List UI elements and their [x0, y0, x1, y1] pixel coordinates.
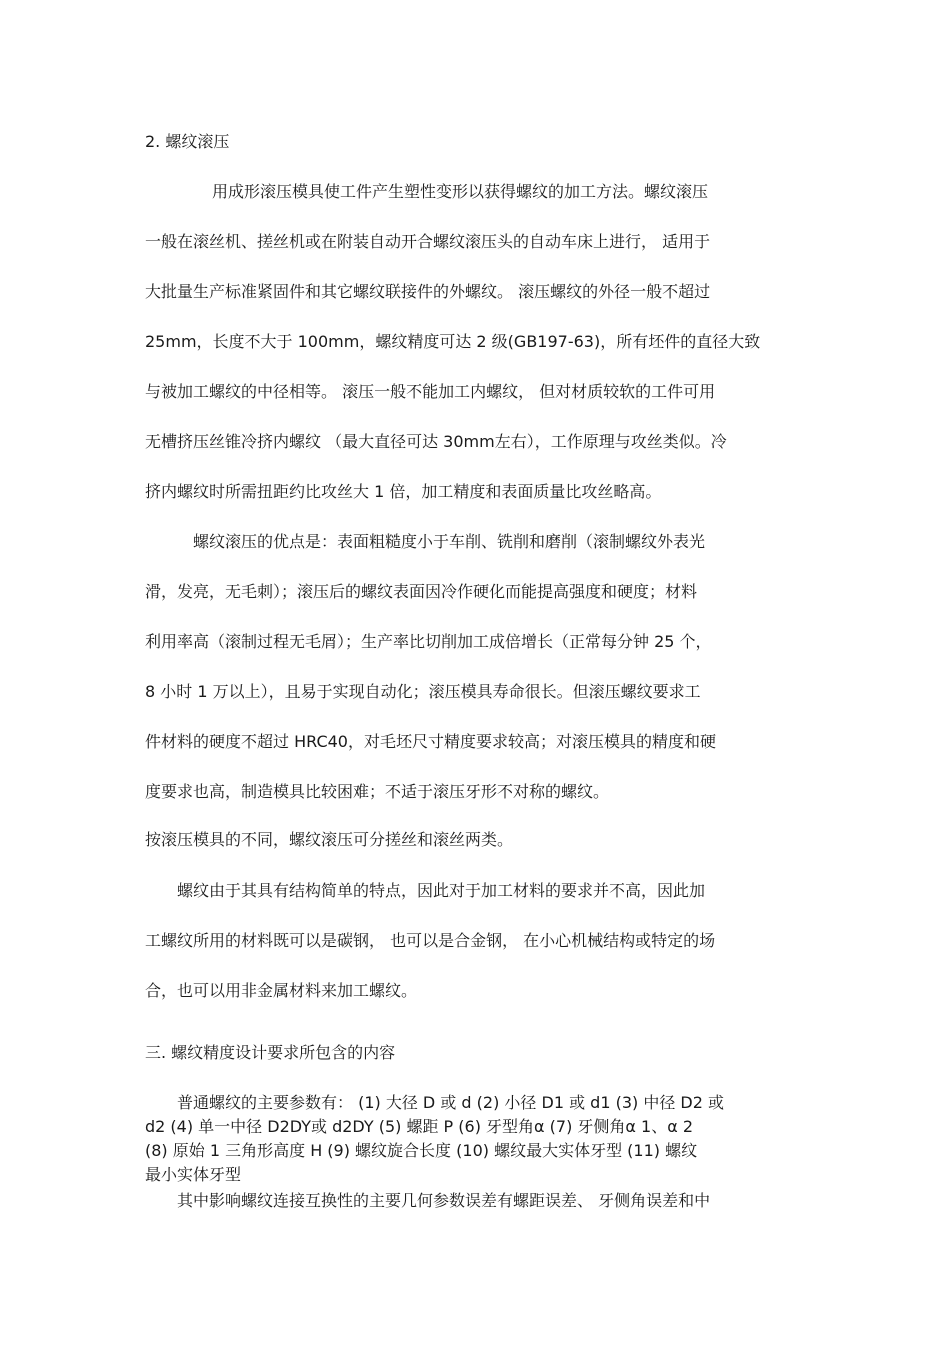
paragraph-line: 螺纹由于其具有结构简单的特点，因此对于加工材料的要求并不高，因此加 — [177, 881, 706, 900]
paragraph-line: 工螺纹所用的材料既可以是碳钢， 也可以是合金钢， 在小心机械结构或特定的场 — [145, 931, 716, 950]
paragraph-line: 按滚压模具的不同，螺纹滚压可分搓丝和滚丝两类。 — [145, 830, 514, 849]
paragraph-line: 用成形滚压模具使工件产生塑性变形以获得螺纹的加工方法。螺纹滚压 — [212, 182, 709, 201]
paragraph-line: 大批量生产标准紧固件和其它螺纹联接件的外螺纹。 滚压螺纹的外径一般不超过 — [145, 282, 711, 301]
paragraph-line: 合，也可以用非金属材料来加工螺纹。 — [145, 981, 418, 1000]
paragraph-line: 件材料的硬度不超过 HRC40，对毛坯尺寸精度要求较高；对滚压模具的精度和硬 — [145, 732, 716, 751]
paragraph-line: 25mm，长度不大于 100mm，螺纹精度可达 2 级(GB197-63)，所有坯件的直径大致 — [145, 332, 761, 351]
section-heading-3: 三. 螺纹精度设计要求所包含的内容 — [145, 1043, 396, 1062]
paragraph-line: 最小实体牙型 — [145, 1165, 242, 1184]
paragraph-line: (8) 原始 1 三角形高度 H (9) 螺纹旋合长度 (10) 螺纹最大实体牙型 (11) 螺纹 — [145, 1141, 698, 1160]
paragraph-line: 螺纹滚压的优点是：表面粗糙度小于车削、铣削和磨削（滚制螺纹外表光 — [193, 532, 706, 551]
section-heading-2: 2. 螺纹滚压 — [145, 132, 230, 151]
paragraph-line: d2 (4) 单一中径 D2DY或 d2DY (5) 螺距 P (6) 牙型角α (7) 牙侧角α 1、α 2 — [145, 1117, 694, 1136]
paragraph-line: 8 小时 1 万以上），且易于实现自动化；滚压模具寿命很长。但滚压螺纹要求工 — [145, 682, 701, 701]
paragraph-line: 其中影响螺纹连接互换性的主要几何参数误差有螺距误差、 牙侧角误差和中 — [177, 1191, 711, 1210]
paragraph-line: 利用率高（滚制过程无毛屑）；生产率比切削加工成倍增长（正常每分钟 25 个， — [145, 632, 712, 651]
paragraph-line: 挤内螺纹时所需扭距约比攻丝大 1 倍，加工精度和表面质量比攻丝略高。 — [145, 482, 662, 501]
paragraph-line: 滑，发亮，无毛刺）；滚压后的螺纹表面因冷作硬化而能提高强度和硬度；材料 — [145, 582, 698, 601]
paragraph-line: 无槽挤压丝锥冷挤内螺纹 （最大直径可达 30mm左右），工作原理与攻丝类似。冷 — [145, 432, 727, 451]
paragraph-line: 普通螺纹的主要参数有： (1) 大径 D 或 d (2) 小径 D1 或 d1 (3) 中径 D2 或 — [177, 1093, 725, 1112]
paragraph-line: 度要求也高，制造模具比较困难；不适于滚压牙形不对称的螺纹。 — [145, 782, 610, 801]
paragraph-line: 一般在滚丝机、搓丝机或在附装自动开合螺纹滚压头的自动车床上进行， 适用于 — [145, 232, 711, 251]
paragraph-line: 与被加工螺纹的中径相等。 滚压一般不能加工内螺纹， 但对材质较软的工件可用 — [145, 382, 716, 401]
